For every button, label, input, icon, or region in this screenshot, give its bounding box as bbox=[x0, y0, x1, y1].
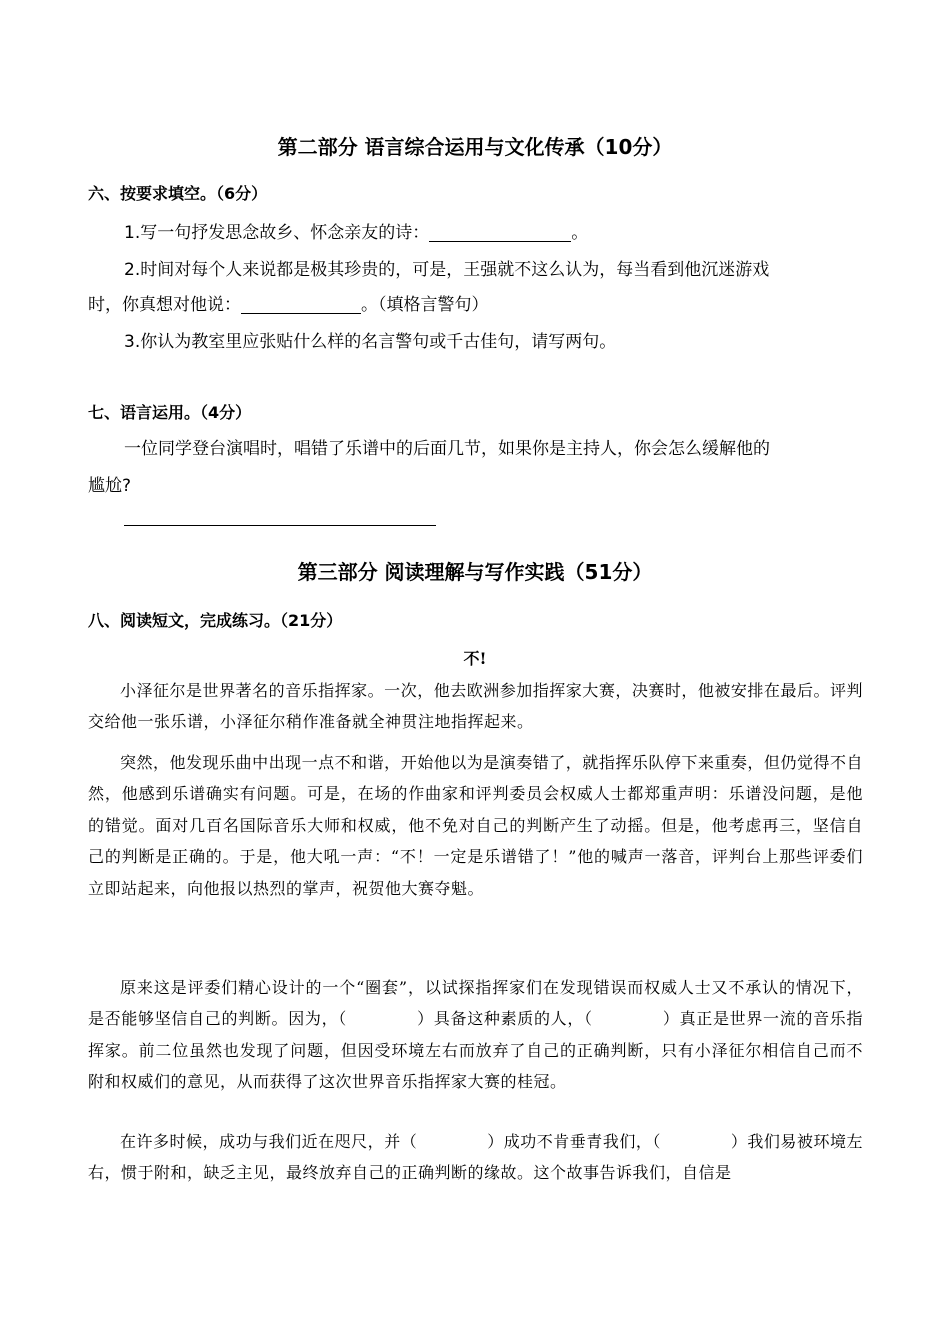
story-paragraph-4 bbox=[88, 1126, 863, 1189]
p3-text-c: ）真正是世界一流的音乐指挥家。前二位虽然也发现了问题，但因受环境左右而放弃了自己的正确判断，只有小泽征尔相信自己而不附和权威们的意见，从而获得了这次世界音乐指挥家大赛的桂冠。 bbox=[88, 1009, 863, 1092]
p3-text-b: ）具备这种素质的人，（ bbox=[416, 1009, 593, 1029]
q6-item2-text: 时，你真想对他说： bbox=[88, 295, 241, 315]
q6-item1-text: 1.写一句抒发思念故乡、怀念亲友的诗： bbox=[124, 223, 430, 243]
p4-text-b: ）成功不肯垂青我们，（ bbox=[487, 1132, 661, 1151]
q7-heading: 七、语言运用。（4分） bbox=[88, 403, 252, 422]
q6-item2-line2 bbox=[88, 290, 863, 315]
q6-item2-blank[interactable] bbox=[241, 295, 361, 314]
story-paragraph-2: 突然，他发现乐曲中出现一点不和谐，开始他以为是演奏错了，就指挥乐队停下来重奏，但仍觉得不自然，他感到乐谱确实有问题。可是，在场的作曲家和评判委员会权威人士都郑重声明：乐谱没问题，是他的错觉。面对几百名国际音乐大师和权威，他不免对自己的判断产生了动摇。但是，他考虑再三，坚信自己的判断是正确的。于是，他大吼一声：“不！一定是乐谱错了！”他的喊声一落音，评判台上那些评委们立即站起来，向他报以热烈的掌声，祝贺他大赛夺魁。 bbox=[88, 753, 863, 898]
p4-text-c: ）我们易被环境左右，惯于附和，缺乏主见，最终放弃自己的正确判断的缘故。这个故事告诉我们，自信是 bbox=[88, 1132, 863, 1183]
q6-item1-blank[interactable] bbox=[429, 223, 571, 242]
q6-item1 bbox=[124, 218, 863, 243]
part2-title: 第二部分 语言综合运用与文化传承（10分） bbox=[277, 135, 673, 159]
q6-item2-line1: 2.时间对每个人来说都是极其珍贵的，可是，王强就不这么认为，每当看到他沉迷游戏 bbox=[124, 260, 770, 280]
q6-heading: 六、按要求填空。（6分） bbox=[88, 184, 268, 203]
q6-item1-suffix: 。 bbox=[571, 223, 589, 243]
p4-text-a: 在许多时候，成功与我们近在咫尺，并（ bbox=[120, 1132, 418, 1151]
p3-text-a: 原来这是评委们精心设计的一个“圈套”，以试探指挥家们在发现错误而权威人士又不承认的情况下，是否能够坚信自己的判断。因为，（ bbox=[88, 978, 863, 1029]
q6-item3: 3.你认为教室里应张贴什么样的名言警句或千古佳句，请写两句。 bbox=[124, 332, 617, 352]
story-title: 不! bbox=[463, 649, 487, 668]
story-paragraph-3 bbox=[88, 972, 863, 1098]
q8-heading: 八、阅读短文，完成练习。（21分） bbox=[88, 611, 343, 630]
q7-answer-line[interactable] bbox=[124, 525, 436, 526]
part3-title: 第三部分 阅读理解与写作实践（51分） bbox=[297, 560, 653, 584]
q7-line1: 一位同学登台演唱时，唱错了乐谱中的后面几节，如果你是主持人，你会怎么缓解他的 bbox=[124, 439, 770, 459]
q7-line2: 尴尬? bbox=[88, 476, 132, 496]
story-paragraph-1: 小泽征尔是世界著名的音乐指挥家。一次，他去欧洲参加指挥家大赛，决赛时，他被安排在最后。评判交给他一张乐谱，小泽征尔稍作准备就全神贯注地指挥起来。 bbox=[88, 681, 863, 732]
q6-item2-suffix: 。（填格言警句） bbox=[361, 295, 489, 315]
